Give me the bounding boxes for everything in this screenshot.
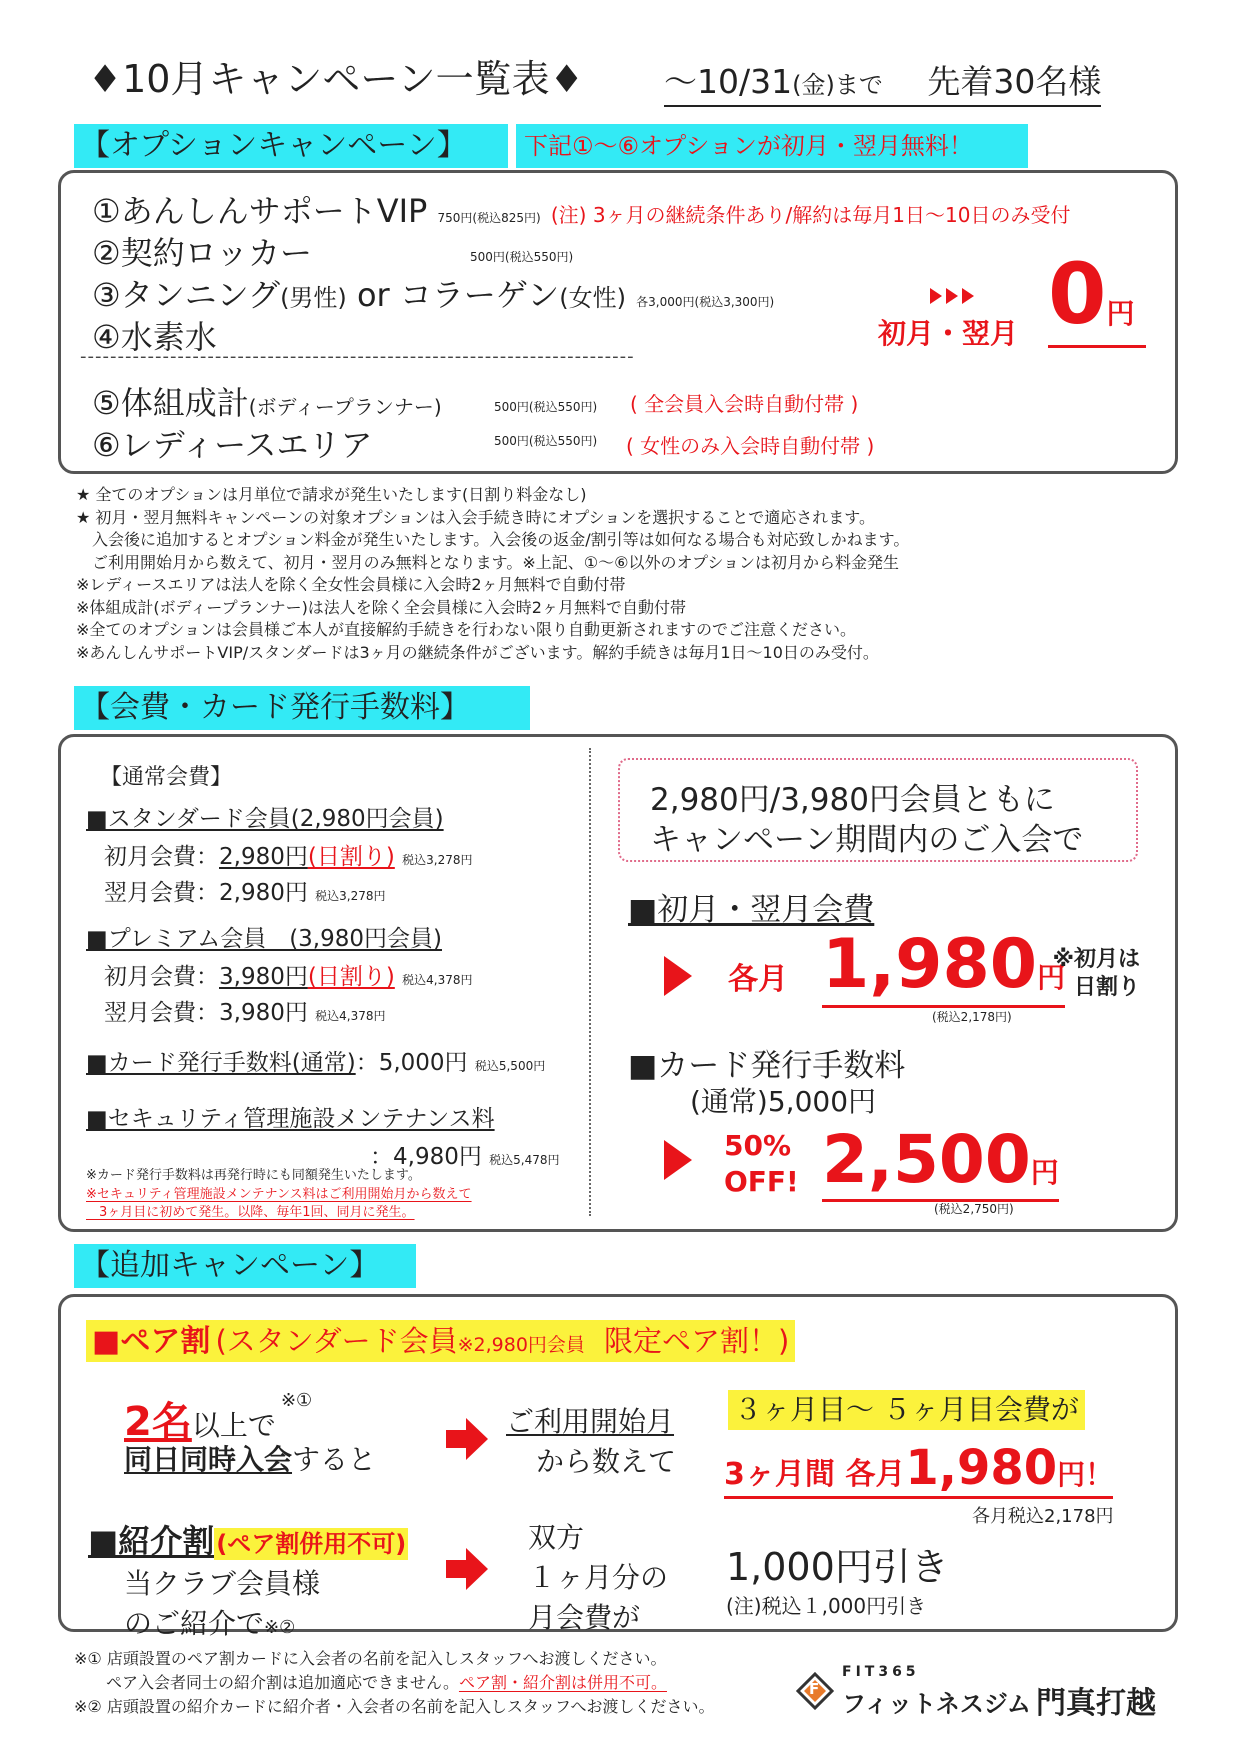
option-name-collagen: コラーゲン [399, 276, 560, 314]
tax: 税込4,378円 [315, 1009, 386, 1023]
pair-title-paren: (スタンダード会員 [215, 1324, 458, 1358]
price-value: 1,980 [822, 925, 1038, 1004]
pair-benefit-2a: 3ヶ月間 各月 [724, 1457, 906, 1492]
label: 初月会費： [104, 964, 219, 990]
price-unit: 円 [1030, 1156, 1059, 1189]
option-name: ①あんしんサポートVIP [92, 192, 428, 230]
deadline-suffix: まで [834, 71, 883, 99]
card-price-tax: (税込2,750円) [934, 1202, 1014, 1216]
price-value: 2,500 [822, 1121, 1031, 1198]
footer-note-2b: ペア割・紹介割は併用不可。 [458, 1673, 667, 1692]
pair-start-1: ご利用開始月 [506, 1405, 675, 1438]
option-price: 750円(税込825円) [437, 211, 541, 225]
note-line: ご利用開始月から数えて、初月・翌月のみ無料となります。※上記、①〜⑥以外のオプションは初月から料金発生 [76, 552, 900, 572]
play-arrow-icon [664, 956, 692, 996]
value: 2,980円 [219, 880, 308, 906]
intro-title-row [88, 1516, 408, 1562]
deadline-day: (金) [792, 71, 835, 99]
footer-note-2 [74, 1670, 667, 1693]
option-name: ⑤体組成計 [92, 384, 249, 422]
option-section-subtitle: 下記①〜⑥オプションが初月・翌月無料！ [516, 124, 1028, 168]
intro-mid-3: 月会費が [528, 1601, 641, 1634]
first-next-title: ■初月・翌月会費 [628, 892, 875, 928]
option-price-5: 500円(税込550円) [494, 400, 598, 414]
pair-count-suffix: 以上で [191, 1409, 276, 1442]
price-unit: 円 [1037, 961, 1066, 994]
card-normal: (通常)5,000円 [690, 1085, 877, 1118]
premium-next [104, 994, 386, 1027]
note-line: ★ 初月・翌月無料キャンペーンの対象オプションは入会手続き時にオプションを選択することで適応されます。 [76, 507, 875, 527]
each-month: 各月 [728, 962, 788, 997]
pair-title-end: 限定ペア割！) [603, 1324, 790, 1358]
logo-letter: F [809, 1680, 820, 1698]
campaign-line-2: キャンペーン期間内のご入会で [650, 822, 1084, 858]
option-name-sub: (ボディープランナー) [248, 395, 442, 419]
arrow-icon [946, 288, 958, 304]
note-line: ※全てのオプションは会員様ご本人が直接解約手続きを行わない限り自動更新されますのでご注意ください。 [76, 620, 856, 639]
pair-condition-2 [124, 1438, 376, 1478]
note-line: ※あんしんサポートVIP/スタンダードは3ヶ月の継続条件がございます。解約手続きは毎月1日〜10日のみ受付。 [76, 642, 879, 662]
value: 2,980円 [219, 844, 308, 870]
off-percent: 50% [724, 1129, 792, 1162]
security-value: ：4,980円 [370, 1144, 482, 1170]
branch-name: 門真打越 [1036, 1686, 1156, 1721]
note-line: ※体組成計(ボディープランナー)は法人を除く全会員様に入会時2ヶ月無料で自動付帯 [76, 597, 686, 617]
campaign-price-tax: (税込2,178円) [932, 1010, 1012, 1024]
card-fee-value: ：5,000円 [355, 1050, 468, 1076]
option-price-6: 500円(税込550円) [494, 434, 598, 448]
pair-ref: ※① [280, 1390, 313, 1411]
option-item-1 [92, 186, 1070, 232]
security-title: ■セキュリティ管理施設メンテナンス料 [86, 1106, 495, 1132]
pair-benefit-2 [724, 1440, 1113, 1499]
arrow-right-icon [446, 1548, 490, 1590]
daily-note-2: 日割り [1074, 975, 1141, 1000]
intro-tag: (ペア割併用不可) [216, 1530, 407, 1558]
pair-benefit-2c: 円！ [1057, 1458, 1114, 1491]
footer-note-3: ※② 店頭設置の紹介カードに紹介者・入会者の名前を記入しスタッフへお渡しください。 [74, 1697, 715, 1716]
page-title: ♦10月キャンペーン一覧表♦ [88, 57, 584, 101]
off-text: OFF! [724, 1165, 799, 1198]
pair-cond-suffix: すると [292, 1443, 377, 1476]
pair-cond: 同日同時入会 [124, 1443, 293, 1476]
option-price: 各3,000円(税込3,300円) [636, 295, 775, 309]
option-item-4: ④水素水 [92, 318, 217, 356]
off-label [724, 1128, 799, 1200]
note-line: ★ 全てのオプションは月単位で請求が発生いたします(日割り料金なし) [76, 485, 587, 504]
card-fee [86, 1044, 545, 1077]
option-item-5 [92, 378, 442, 424]
pair-title-small: ※2,980円会員 [457, 1334, 604, 1356]
deadline [664, 56, 1101, 107]
intro-ref: ※② [264, 1617, 296, 1638]
card-fee-title: ■カード発行手数料(通常) [86, 1050, 356, 1076]
intro-title: ■紹介割 [88, 1522, 215, 1560]
card-title: ■カード発行手数料 [628, 1048, 906, 1084]
fee-divider [589, 748, 591, 1216]
extra-section-label: 【追加キャンペーン】 [74, 1244, 416, 1288]
tax: 税込5,478円 [489, 1153, 560, 1167]
intro-benefit: 1,000円引き [726, 1545, 949, 1589]
notes [76, 484, 909, 664]
normal-fee-label: 【通常会費】 [100, 765, 233, 790]
limit-text: 先着30名様 [927, 62, 1102, 101]
arrow-icon [962, 288, 974, 304]
pair-count: 2名 [124, 1399, 192, 1445]
intro-desc-1: 当クラブ会員様 [124, 1567, 321, 1600]
option-note-5: ( 全会員入会時自動付帯 ) [630, 392, 859, 416]
option-price-2: 500円(税込550円) [470, 250, 574, 264]
fee-note-2: ※セキュリティ管理施設メンテナンス料はご利用開始月から数えて [86, 1187, 472, 1202]
campaign-price [822, 926, 1065, 1008]
option-gender-m: (男性) [280, 284, 347, 312]
option-item-6: ⑥レディースエリア [92, 426, 373, 464]
option-note: (注) 3ヶ月の継続条件あり/解約は毎月1日〜10日のみ受付 [550, 203, 1071, 227]
option-item-3 [92, 270, 774, 316]
option-section-label: 【オプションキャンペーン】 [74, 124, 508, 168]
label: 初月会費： [104, 844, 219, 870]
tax: 税込3,278円 [315, 889, 386, 903]
free-unit: 円 [1106, 297, 1135, 330]
option-note-6: ( 女性のみ入会時自動付帯 ) [626, 434, 875, 458]
option-divider: -------------------------------------------------------------------------- [80, 346, 635, 367]
logo-top: FIT365 [842, 1664, 920, 1680]
fee-note-1: ※カード発行手数料は再発行時にも同額発生いたします。 [86, 1168, 421, 1183]
intro-desc-2-text: のご紹介で [124, 1607, 265, 1640]
tax: 税込4,378円 [402, 973, 473, 987]
intro-desc-2 [124, 1602, 295, 1642]
daily: (日割り) [307, 844, 395, 870]
option-name: ③タンニング [92, 276, 281, 314]
note-line: 入会後に追加するとオプション料金が発生いたします。入会後の返金/割引等は如何なる場合も対応致しかねます。 [76, 530, 910, 549]
pair-benefit-1: ３ヶ月目〜 ５ヶ月目会費が [728, 1390, 1085, 1430]
daily: (日割り) [307, 964, 395, 990]
logo-bottom: フィットネスジム [842, 1690, 1031, 1718]
value: 3,980円 [219, 1000, 308, 1026]
tax: 税込3,278円 [402, 853, 473, 867]
note-line: ※レディースエリアは法人を除く全女性会員様に入会時2ヶ月無料で自動付帯 [76, 575, 626, 594]
intro-benefit-note: (注)税込１,000円引き [726, 1594, 927, 1618]
daily-note [1050, 946, 1140, 1002]
pair-title-main: ■ペア割 [92, 1324, 211, 1359]
premium-first [104, 958, 472, 991]
option-or: or [346, 276, 400, 314]
standard-first [104, 838, 472, 871]
arrow-icon [930, 288, 942, 304]
value: 3,980円 [219, 964, 308, 990]
option-item-2: ②契約ロッカー [92, 234, 313, 272]
option-gender-f: (女性) [559, 284, 626, 312]
daily-note-1: ※初月は [1052, 947, 1141, 972]
free-zero: 0 [1048, 245, 1107, 343]
free-value [1048, 245, 1146, 348]
deadline-date: 〜10/31 [664, 62, 793, 101]
label: 翌月会費： [104, 1000, 219, 1026]
play-arrow-icon [664, 1140, 692, 1180]
standard-title: ■スタンダード会員(2,980円会員) [86, 806, 444, 832]
premium-title: ■プレミアム会員 (3,980円会員) [86, 926, 442, 952]
pair-benefit-2b: 1,980 [905, 1440, 1058, 1496]
intro-mid-1: 双方 [528, 1521, 585, 1554]
fee-note-3: 3ヶ月目に初めて発生。以降、毎年1回、同月に発生。 [86, 1205, 415, 1220]
card-price [822, 1122, 1059, 1202]
intro-mid-2: １ヶ月分の [528, 1561, 669, 1594]
standard-next [104, 874, 386, 907]
pair-tax: 各月税込2,178円 [972, 1506, 1114, 1527]
tax: 税込5,500円 [474, 1059, 546, 1073]
fee-section-label: 【会費・カード発行手数料】 [74, 686, 530, 730]
free-label: 初月・翌月 [878, 317, 1019, 350]
footer-note-1: ※① 店頭設置のペア割カードに入会者の名前を記入しスタッフへお渡しください。 [74, 1649, 667, 1668]
footer-note-2a: ペア入会者同士の紹介割は追加適応できません。 [74, 1673, 459, 1692]
campaign-line-1: 2,980円/3,980円会員ともに [650, 782, 1055, 818]
pair-start-2: から数えて [536, 1445, 677, 1478]
arrow-right-icon [446, 1418, 490, 1460]
pair-title [86, 1320, 795, 1362]
label: 翌月会費： [104, 880, 219, 906]
